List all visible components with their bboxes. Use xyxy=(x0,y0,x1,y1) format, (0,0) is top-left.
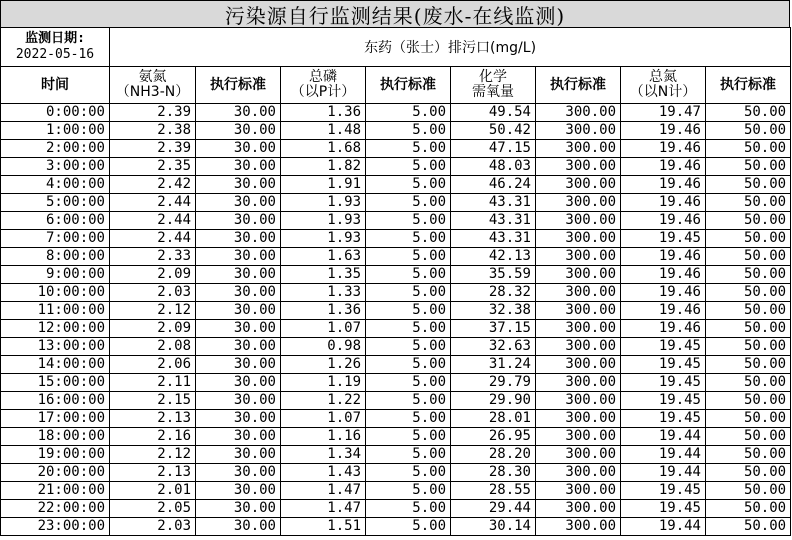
col-header-tp-line2: （以P计） xyxy=(290,84,356,100)
table-row xyxy=(1,140,791,158)
cell-std1[interactable]: 30.00 xyxy=(196,428,281,446)
col-header-cod[interactable] xyxy=(451,67,536,104)
table-row xyxy=(1,464,791,482)
cell-cod[interactable]: 29.79 xyxy=(451,374,536,392)
cell-cod[interactable]: 28.30 xyxy=(451,464,536,482)
cell-std3[interactable]: 300.00 xyxy=(536,518,621,536)
cell-tn[interactable]: 19.45 xyxy=(621,500,706,518)
cell-cod[interactable]: 35.59 xyxy=(451,266,536,284)
date-cell[interactable] xyxy=(1,28,110,67)
cell-std3[interactable]: 300.00 xyxy=(536,392,621,410)
cell-std2[interactable]: 5.00 xyxy=(366,320,451,338)
cell-tp[interactable]: 1.47 xyxy=(281,500,366,518)
cell-nh3[interactable]: 2.13 xyxy=(110,464,196,482)
cell-std3[interactable]: 300.00 xyxy=(536,212,621,230)
cell-std4[interactable]: 50.00 xyxy=(706,284,791,302)
cell-tn[interactable]: 19.45 xyxy=(621,410,706,428)
cell-std1[interactable]: 30.00 xyxy=(196,176,281,194)
cell-cod[interactable]: 37.15 xyxy=(451,320,536,338)
cell-std4[interactable]: 50.00 xyxy=(706,194,791,212)
cell-std4[interactable]: 50.00 xyxy=(706,410,791,428)
cell-std4[interactable]: 50.00 xyxy=(706,392,791,410)
cell-tn[interactable]: 19.46 xyxy=(621,266,706,284)
cell-nh3[interactable]: 2.44 xyxy=(110,194,196,212)
cell-cod[interactable]: 31.24 xyxy=(451,356,536,374)
cell-std1[interactable]: 30.00 xyxy=(196,122,281,140)
cell-tn[interactable]: 19.44 xyxy=(621,446,706,464)
cell-cod[interactable]: 42.13 xyxy=(451,248,536,266)
cell-time[interactable]: 1:00:00 xyxy=(1,122,110,140)
cell-tp[interactable]: 1.36 xyxy=(281,104,366,122)
col-header-std3[interactable]: 执行标准 xyxy=(536,67,621,104)
cell-std2[interactable]: 5.00 xyxy=(366,284,451,302)
cell-cod[interactable]: 29.90 xyxy=(451,392,536,410)
col-header-tn[interactable] xyxy=(621,67,706,104)
cell-std2[interactable]: 5.00 xyxy=(366,266,451,284)
cell-std2[interactable]: 5.00 xyxy=(366,104,451,122)
cell-cod[interactable]: 28.01 xyxy=(451,410,536,428)
cell-std2[interactable]: 5.00 xyxy=(366,230,451,248)
cell-cod[interactable]: 50.42 xyxy=(451,122,536,140)
cell-std2[interactable]: 5.00 xyxy=(366,122,451,140)
cell-time[interactable]: 22:00:00 xyxy=(1,500,110,518)
cell-std4[interactable]: 50.00 xyxy=(706,518,791,536)
cell-nh3[interactable]: 2.09 xyxy=(110,320,196,338)
cell-std1[interactable]: 30.00 xyxy=(196,374,281,392)
header-row-info xyxy=(1,28,791,67)
table-row xyxy=(1,266,791,284)
col-header-cod-line1: 化学 xyxy=(479,69,507,85)
cell-nh3[interactable]: 2.15 xyxy=(110,392,196,410)
col-header-tn-line2: （以N计） xyxy=(629,84,697,100)
cell-tp[interactable]: 1.33 xyxy=(281,284,366,302)
cell-std2[interactable]: 5.00 xyxy=(366,464,451,482)
cell-std3[interactable]: 300.00 xyxy=(536,446,621,464)
cell-cod[interactable]: 28.32 xyxy=(451,284,536,302)
cell-nh3[interactable]: 2.38 xyxy=(110,122,196,140)
table-row xyxy=(1,230,791,248)
cell-std2[interactable]: 5.00 xyxy=(366,392,451,410)
cell-std4[interactable]: 50.00 xyxy=(706,140,791,158)
cell-tp[interactable]: 1.26 xyxy=(281,356,366,374)
cell-tp[interactable]: 1.51 xyxy=(281,518,366,536)
table-row xyxy=(1,500,791,518)
cell-tp[interactable]: 1.93 xyxy=(281,194,366,212)
cell-cod[interactable]: 43.31 xyxy=(451,194,536,212)
cell-std4[interactable]: 50.00 xyxy=(706,356,791,374)
cell-nh3[interactable]: 2.12 xyxy=(110,302,196,320)
col-header-time[interactable]: 时间 xyxy=(1,67,110,104)
cell-std4[interactable]: 50.00 xyxy=(706,104,791,122)
cell-std1[interactable]: 30.00 xyxy=(196,158,281,176)
cell-std3[interactable]: 300.00 xyxy=(536,500,621,518)
cell-tp[interactable]: 1.68 xyxy=(281,140,366,158)
cell-std4[interactable]: 50.00 xyxy=(706,122,791,140)
table-row xyxy=(1,194,791,212)
cell-time[interactable]: 15:00:00 xyxy=(1,374,110,392)
cell-std3[interactable]: 300.00 xyxy=(536,320,621,338)
cell-std1[interactable]: 30.00 xyxy=(196,140,281,158)
cell-time[interactable]: 8:00:00 xyxy=(1,248,110,266)
cell-std3[interactable]: 300.00 xyxy=(536,284,621,302)
col-header-std1[interactable]: 执行标准 xyxy=(196,67,281,104)
cell-tp[interactable]: 1.48 xyxy=(281,122,366,140)
cell-std3[interactable]: 300.00 xyxy=(536,266,621,284)
cell-tp[interactable]: 0.98 xyxy=(281,338,366,356)
cell-std2[interactable]: 5.00 xyxy=(366,374,451,392)
header-row-columns xyxy=(1,67,791,104)
table-row xyxy=(1,410,791,428)
cell-std3[interactable]: 300.00 xyxy=(536,230,621,248)
cell-time[interactable]: 7:00:00 xyxy=(1,230,110,248)
cell-std2[interactable]: 5.00 xyxy=(366,302,451,320)
cell-std1[interactable]: 30.00 xyxy=(196,284,281,302)
cell-std3[interactable]: 300.00 xyxy=(536,356,621,374)
cell-tp[interactable]: 1.34 xyxy=(281,446,366,464)
cell-std1[interactable]: 30.00 xyxy=(196,230,281,248)
cell-nh3[interactable]: 2.03 xyxy=(110,284,196,302)
cell-tn[interactable]: 19.45 xyxy=(621,374,706,392)
cell-cod[interactable]: 26.95 xyxy=(451,428,536,446)
col-header-nh3-line2: （NH3-N） xyxy=(115,84,190,100)
table-row xyxy=(1,482,791,500)
cell-std4[interactable]: 50.00 xyxy=(706,428,791,446)
cell-time[interactable]: 21:00:00 xyxy=(1,482,110,500)
cell-tn[interactable]: 19.46 xyxy=(621,122,706,140)
cell-std4[interactable]: 50.00 xyxy=(706,248,791,266)
cell-tp[interactable]: 1.93 xyxy=(281,230,366,248)
cell-std3[interactable]: 300.00 xyxy=(536,104,621,122)
date-label: 监测日期: xyxy=(25,31,85,46)
cell-std4[interactable]: 50.00 xyxy=(706,230,791,248)
cell-nh3[interactable]: 2.44 xyxy=(110,230,196,248)
cell-std2[interactable]: 5.00 xyxy=(366,248,451,266)
cell-cod[interactable]: 47.15 xyxy=(451,140,536,158)
cell-std2[interactable]: 5.00 xyxy=(366,356,451,374)
cell-std4[interactable]: 50.00 xyxy=(706,212,791,230)
cell-std2[interactable]: 5.00 xyxy=(366,158,451,176)
cell-time[interactable]: 13:00:00 xyxy=(1,338,110,356)
table-row xyxy=(1,320,791,338)
cell-nh3[interactable]: 2.11 xyxy=(110,374,196,392)
cell-nh3[interactable]: 2.03 xyxy=(110,518,196,536)
cell-cod[interactable]: 32.63 xyxy=(451,338,536,356)
cell-std3[interactable]: 300.00 xyxy=(536,248,621,266)
cell-tn[interactable]: 19.45 xyxy=(621,230,706,248)
cell-time[interactable]: 12:00:00 xyxy=(1,320,110,338)
cell-nh3[interactable]: 2.01 xyxy=(110,482,196,500)
cell-nh3[interactable]: 2.42 xyxy=(110,176,196,194)
cell-std3[interactable]: 300.00 xyxy=(536,482,621,500)
cell-std1[interactable]: 30.00 xyxy=(196,500,281,518)
cell-std4[interactable]: 50.00 xyxy=(706,446,791,464)
cell-std3[interactable]: 300.00 xyxy=(536,122,621,140)
cell-tn[interactable]: 19.44 xyxy=(621,464,706,482)
cell-std1[interactable]: 30.00 xyxy=(196,410,281,428)
cell-tp[interactable]: 1.43 xyxy=(281,464,366,482)
cell-cod[interactable]: 49.54 xyxy=(451,104,536,122)
table-row xyxy=(1,248,791,266)
cell-nh3[interactable]: 2.08 xyxy=(110,338,196,356)
cell-std2[interactable]: 5.00 xyxy=(366,176,451,194)
cell-time[interactable]: 17:00:00 xyxy=(1,410,110,428)
table-row xyxy=(1,176,791,194)
report-title: 污染源自行监测结果(废水-在线监测) xyxy=(0,0,790,28)
cell-std2[interactable]: 5.00 xyxy=(366,212,451,230)
cell-std1[interactable]: 30.00 xyxy=(196,302,281,320)
cell-tn[interactable]: 19.46 xyxy=(621,248,706,266)
cell-std4[interactable]: 50.00 xyxy=(706,338,791,356)
cell-nh3[interactable]: 2.44 xyxy=(110,212,196,230)
cell-tp[interactable]: 1.82 xyxy=(281,158,366,176)
cell-cod[interactable]: 43.31 xyxy=(451,212,536,230)
cell-std2[interactable]: 5.00 xyxy=(366,518,451,536)
cell-tp[interactable]: 1.36 xyxy=(281,302,366,320)
cell-std4[interactable]: 50.00 xyxy=(706,302,791,320)
table-row xyxy=(1,122,791,140)
cell-tn[interactable]: 19.46 xyxy=(621,140,706,158)
cell-time[interactable]: 0:00:00 xyxy=(1,104,110,122)
table-row xyxy=(1,158,791,176)
col-header-tp-line1: 总磷 xyxy=(309,69,337,85)
cell-tp[interactable]: 1.63 xyxy=(281,248,366,266)
cell-cod[interactable]: 48.03 xyxy=(451,158,536,176)
cell-std3[interactable]: 300.00 xyxy=(536,194,621,212)
cell-tp[interactable]: 1.35 xyxy=(281,266,366,284)
cell-nh3[interactable]: 2.33 xyxy=(110,248,196,266)
cell-std3[interactable]: 300.00 xyxy=(536,302,621,320)
cell-std2[interactable]: 5.00 xyxy=(366,140,451,158)
cell-std4[interactable]: 50.00 xyxy=(706,176,791,194)
cell-std4[interactable]: 50.00 xyxy=(706,320,791,338)
cell-std2[interactable]: 5.00 xyxy=(366,482,451,500)
cell-std3[interactable]: 300.00 xyxy=(536,140,621,158)
cell-time[interactable]: 6:00:00 xyxy=(1,212,110,230)
cell-tp[interactable]: 1.07 xyxy=(281,320,366,338)
table-row xyxy=(1,428,791,446)
date-value: 2022-05-16 xyxy=(15,47,95,62)
cell-std3[interactable]: 300.00 xyxy=(536,338,621,356)
cell-std1[interactable]: 30.00 xyxy=(196,104,281,122)
cell-tn[interactable]: 19.46 xyxy=(621,158,706,176)
cell-time[interactable]: 9:00:00 xyxy=(1,266,110,284)
cell-std2[interactable]: 5.00 xyxy=(366,446,451,464)
col-header-std4[interactable]: 执行标准 xyxy=(706,67,791,104)
cell-time[interactable]: 19:00:00 xyxy=(1,446,110,464)
cell-std2[interactable]: 5.00 xyxy=(366,428,451,446)
cell-nh3[interactable]: 2.35 xyxy=(110,158,196,176)
cell-cod[interactable]: 29.44 xyxy=(451,500,536,518)
cell-tn[interactable]: 19.45 xyxy=(621,338,706,356)
cell-cod[interactable]: 46.24 xyxy=(451,176,536,194)
cell-std1[interactable]: 30.00 xyxy=(196,338,281,356)
cell-std2[interactable]: 5.00 xyxy=(366,410,451,428)
cell-tn[interactable]: 19.46 xyxy=(621,320,706,338)
cell-nh3[interactable]: 2.16 xyxy=(110,428,196,446)
cell-time[interactable]: 10:00:00 xyxy=(1,284,110,302)
cell-tn[interactable]: 19.45 xyxy=(621,356,706,374)
col-header-nh3-line1: 氨氮 xyxy=(138,69,167,85)
table-row xyxy=(1,356,791,374)
cell-tp[interactable]: 1.07 xyxy=(281,410,366,428)
cell-std1[interactable]: 30.00 xyxy=(196,464,281,482)
table-row xyxy=(1,212,791,230)
cell-tn[interactable]: 19.46 xyxy=(621,284,706,302)
cell-std4[interactable]: 50.00 xyxy=(706,158,791,176)
cell-cod[interactable]: 32.38 xyxy=(451,302,536,320)
data-rows xyxy=(1,104,791,536)
cell-std1[interactable]: 30.00 xyxy=(196,518,281,536)
cell-nh3[interactable]: 2.05 xyxy=(110,500,196,518)
cell-std1[interactable]: 30.00 xyxy=(196,482,281,500)
cell-std1[interactable]: 30.00 xyxy=(196,212,281,230)
cell-time[interactable]: 16:00:00 xyxy=(1,392,110,410)
cell-nh3[interactable]: 2.39 xyxy=(110,104,196,122)
cell-time[interactable]: 3:00:00 xyxy=(1,158,110,176)
col-header-std2[interactable]: 执行标准 xyxy=(366,67,451,104)
cell-tn[interactable]: 19.45 xyxy=(621,392,706,410)
cell-std3[interactable]: 300.00 xyxy=(536,464,621,482)
cell-time[interactable]: 5:00:00 xyxy=(1,194,110,212)
cell-tp[interactable]: 1.93 xyxy=(281,212,366,230)
table-row xyxy=(1,338,791,356)
cell-tn[interactable]: 19.45 xyxy=(621,482,706,500)
cell-tp[interactable]: 1.16 xyxy=(281,428,366,446)
cell-time[interactable]: 11:00:00 xyxy=(1,302,110,320)
cell-tn[interactable]: 19.47 xyxy=(621,104,706,122)
cell-std1[interactable]: 30.00 xyxy=(196,392,281,410)
table-row xyxy=(1,302,791,320)
cell-cod[interactable]: 30.14 xyxy=(451,518,536,536)
cell-tp[interactable]: 1.47 xyxy=(281,482,366,500)
cell-tn[interactable]: 19.46 xyxy=(621,212,706,230)
cell-time[interactable]: 4:00:00 xyxy=(1,176,110,194)
cell-time[interactable]: 14:00:00 xyxy=(1,356,110,374)
cell-nh3[interactable]: 2.09 xyxy=(110,266,196,284)
cell-tn[interactable]: 19.44 xyxy=(621,428,706,446)
cell-time[interactable]: 18:00:00 xyxy=(1,428,110,446)
cell-tn[interactable]: 19.46 xyxy=(621,176,706,194)
cell-tp[interactable]: 1.91 xyxy=(281,176,366,194)
table-row xyxy=(1,446,791,464)
cell-std2[interactable]: 5.00 xyxy=(366,500,451,518)
cell-std2[interactable]: 5.00 xyxy=(366,194,451,212)
cell-std3[interactable]: 300.00 xyxy=(536,176,621,194)
col-header-tp[interactable] xyxy=(281,67,366,104)
cell-nh3[interactable]: 2.13 xyxy=(110,410,196,428)
outlet-name[interactable]: 东药（张士）排污口(mg/L) xyxy=(110,28,791,67)
cell-cod[interactable]: 28.55 xyxy=(451,482,536,500)
table-row xyxy=(1,284,791,302)
col-header-tn-line1: 总氮 xyxy=(649,69,677,85)
cell-std1[interactable]: 30.00 xyxy=(196,266,281,284)
cell-std2[interactable]: 5.00 xyxy=(366,338,451,356)
cell-std3[interactable]: 300.00 xyxy=(536,410,621,428)
cell-std1[interactable]: 30.00 xyxy=(196,356,281,374)
cell-std4[interactable]: 50.00 xyxy=(706,374,791,392)
cell-std3[interactable]: 300.00 xyxy=(536,158,621,176)
cell-std4[interactable]: 50.00 xyxy=(706,266,791,284)
cell-std4[interactable]: 50.00 xyxy=(706,482,791,500)
cell-cod[interactable]: 28.20 xyxy=(451,446,536,464)
cell-time[interactable]: 23:00:00 xyxy=(1,518,110,536)
cell-tp[interactable]: 1.19 xyxy=(281,374,366,392)
cell-cod[interactable]: 43.31 xyxy=(451,230,536,248)
cell-tn[interactable]: 19.44 xyxy=(621,518,706,536)
table-row xyxy=(1,374,791,392)
col-header-cod-line2: 需氧量 xyxy=(472,84,514,100)
table-row xyxy=(1,392,791,410)
cell-std4[interactable]: 50.00 xyxy=(706,500,791,518)
cell-std1[interactable]: 30.00 xyxy=(196,446,281,464)
cell-std1[interactable]: 30.00 xyxy=(196,320,281,338)
col-header-nh3[interactable] xyxy=(110,67,196,104)
table-row xyxy=(1,518,791,536)
cell-std3[interactable]: 300.00 xyxy=(536,428,621,446)
monitoring-table xyxy=(0,27,791,536)
cell-tp[interactable]: 1.22 xyxy=(281,392,366,410)
cell-std1[interactable]: 30.00 xyxy=(196,194,281,212)
cell-std3[interactable]: 300.00 xyxy=(536,374,621,392)
table-row xyxy=(1,104,791,122)
cell-time[interactable]: 2:00:00 xyxy=(1,140,110,158)
cell-nh3[interactable]: 2.06 xyxy=(110,356,196,374)
cell-nh3[interactable]: 2.39 xyxy=(110,140,196,158)
cell-std1[interactable]: 30.00 xyxy=(196,248,281,266)
cell-time[interactable]: 20:00:00 xyxy=(1,464,110,482)
cell-tn[interactable]: 19.46 xyxy=(621,302,706,320)
cell-tn[interactable]: 19.46 xyxy=(621,194,706,212)
cell-nh3[interactable]: 2.12 xyxy=(110,446,196,464)
cell-std4[interactable]: 50.00 xyxy=(706,464,791,482)
